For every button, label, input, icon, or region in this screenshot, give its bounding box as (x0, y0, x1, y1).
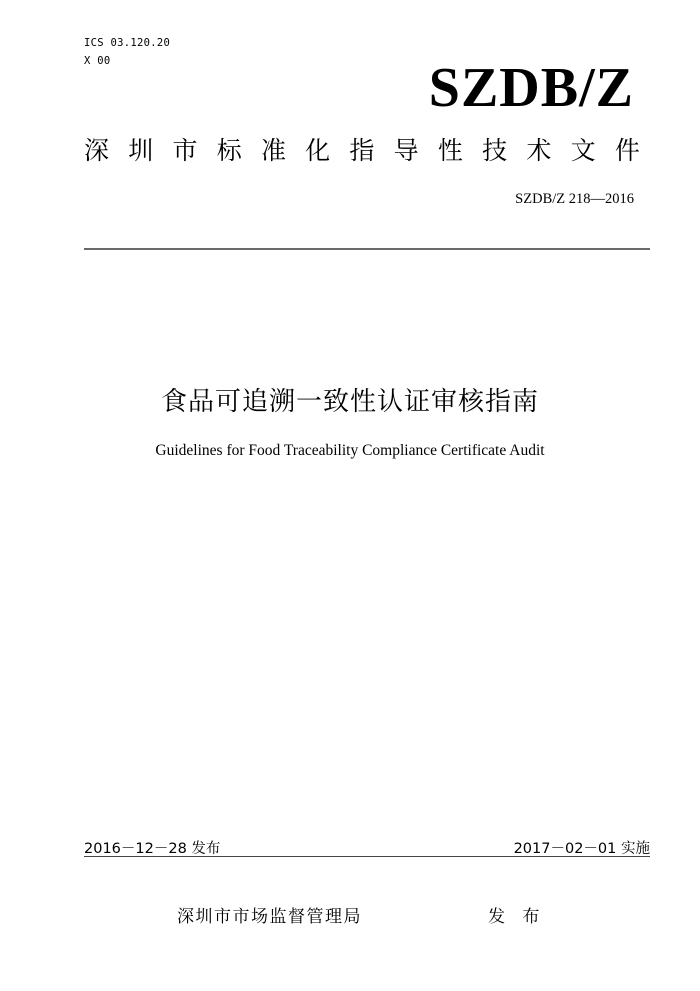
document-type-char: 标 (216, 136, 242, 165)
document-type-char: 术 (526, 136, 552, 165)
classification-code: X 00 (84, 55, 111, 67)
document-number: SZDB/Z 218—2016 (515, 191, 634, 207)
standard-logo: SZDB/Z (428, 57, 634, 119)
document-type-char: 准 (260, 136, 286, 165)
document-type-char: 件 (614, 136, 640, 165)
issuing-authority: 深圳市市场监督管理局 (177, 907, 362, 927)
document-type-char: 市 (172, 136, 198, 165)
header-divider (84, 248, 650, 250)
footer-divider (84, 856, 650, 857)
document-title-chinese: 食品可追溯一致性认证审核指南 (160, 387, 539, 417)
document-type-char: 文 (570, 136, 596, 165)
ics-code: ICS 03.120.20 (84, 37, 171, 49)
issue-label: 发 布 (488, 907, 546, 927)
publish-date: 2016－12－28 发布 (84, 841, 221, 857)
document-title-english: Guidelines for Food Traceability Compliance Certificate Audit (155, 442, 545, 459)
document-type-char: 技 (482, 136, 508, 165)
document-type-char: 深 (84, 136, 110, 165)
document-type-char: 导 (393, 136, 419, 165)
document-type-char: 性 (437, 136, 463, 165)
document-type-char: 化 (305, 136, 331, 165)
document-type-heading (84, 138, 640, 163)
document-type-char: 圳 (128, 136, 154, 165)
effective-date: 2017－02－01 实施 (513, 841, 650, 857)
document-type-char: 指 (349, 136, 375, 165)
